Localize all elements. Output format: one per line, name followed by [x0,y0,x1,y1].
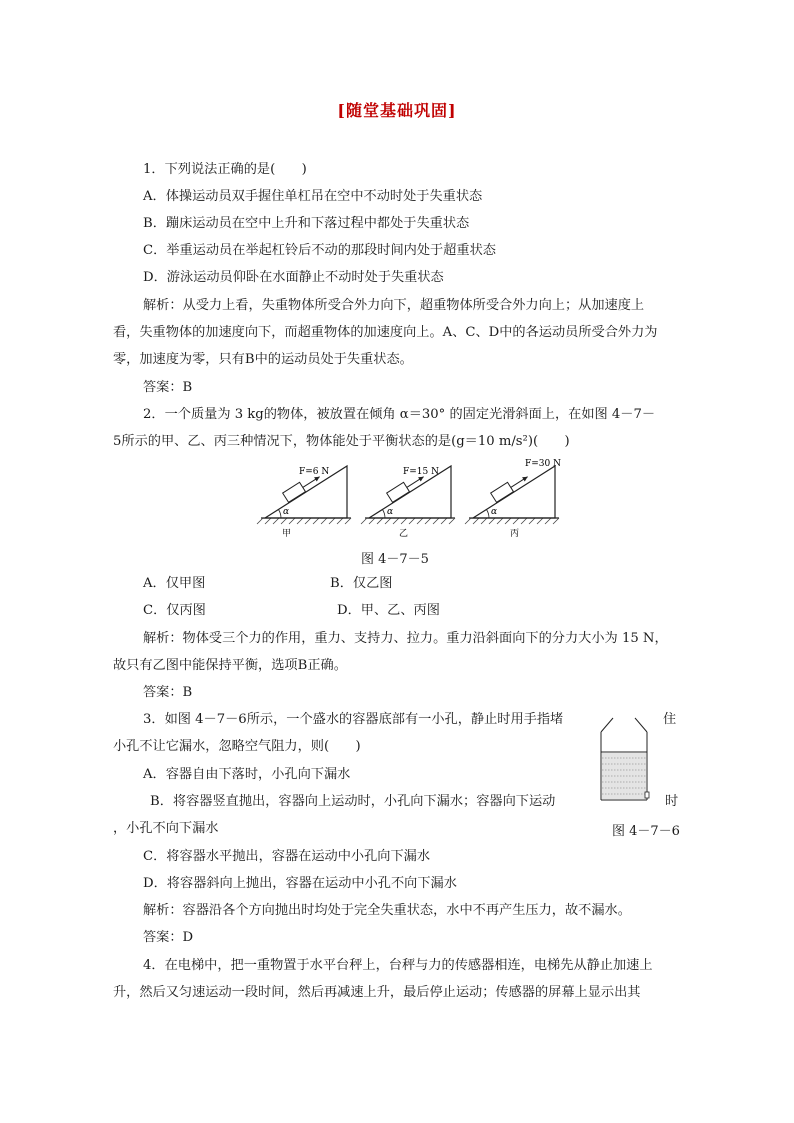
q3-option-b: B．将容器竖直抛出，容器向上运动时，小孔向下漏水；容器向下运动 [150,794,556,809]
q3-option-d: D．将容器斜向上抛出，容器在运动中小孔不向下漏水 [143,876,457,891]
q3-stem-line-2: 小孔不让它漏水，忽略空气阻力，则( ) [113,739,361,754]
container-figure [597,716,653,804]
q3-option-c: C．将容器水平抛出，容器在运动中小孔向下漏水 [143,849,431,864]
svg-text:F=30 N: F=30 N [525,459,561,469]
q3-stem-line-1-end: 住 [663,712,677,727]
section-title: [随堂基础巩固] [337,101,457,120]
svg-text:F=15 N: F=15 N [403,467,439,477]
incline-panel-yi [361,466,455,539]
q1-answer: 答案：B [143,380,193,395]
q1-analysis-line-1: 解析：从受力上看，失重物体所受合外力向下，超重物体所受合外力向上；从加速度上 [143,298,645,313]
q2-option-c: C．仅丙图 [143,603,206,618]
q1-option-b: B．蹦床运动员在空中上升和下落过程中都处于失重状态 [143,216,470,231]
q1-option-d: D．游泳运动员仰卧在水面静止不动时处于失重状态 [143,270,444,285]
q1-analysis-line-2: 看，失重物体的加速度向下，而超重物体的加速度向上。A、C、D中的各运动员所受合外力为 [113,325,658,340]
q4-line-1: 4．在电梯中，把一重物置于水平台秤上，台秤与力的传感器相连，电梯先从静止加速上 [143,958,653,973]
q3-answer: 答案：D [143,930,194,945]
svg-text:α: α [283,507,290,517]
svg-text:F=6 N: F=6 N [299,467,330,477]
q1-option-a: A．体操运动员双手握住单杠吊在空中不动时处于失重状态 [143,189,483,204]
q4-line-2: 升，然后又匀速运动一段时间，然后再减速上升，最后停止运动；传感器的屏幕上显示出其 [113,985,641,1000]
q1-stem: 1．下列说法正确的是( ) [143,162,307,177]
q2-answer: 答案：B [143,685,193,700]
q2-analysis-line-1: 解析：物体受三个力的作用，重力、支持力、拉力。重力沿斜面向下的分力大小为 15 N， [143,631,668,646]
svg-text:α: α [491,507,498,517]
q2-option-d: D．甲、乙、丙图 [337,603,440,618]
q2-option-b: B．仅乙图 [330,576,393,591]
q3-figure-caption: 图 4－7－6 [612,824,680,839]
q3-stem-line-1: 3．如图 4－7－6所示，一个盛水的容器底部有一小孔，静止时用手指堵 [143,712,564,727]
incline-panel-bing [465,459,561,539]
q3-option-b-end: 时 [665,794,679,809]
svg-text:甲: 甲 [282,529,292,539]
incline-panel-jia [257,466,351,539]
svg-text:α: α [387,507,394,517]
q1-analysis-line-3: 零，加速度为零，只有B中的运动员处于失重状态。 [113,352,413,367]
q2-figure-caption: 图 4－7－5 [361,552,429,567]
q2-stem-line-1: 2．一个质量为 3 kg的物体，被放置在倾角 α＝30° 的固定光滑斜面上，在如图 4－7－ [143,407,656,422]
svg-text:乙: 乙 [399,529,409,539]
q2-analysis-line-2: 故只有乙图中能保持平衡，选项B正确。 [113,658,347,673]
q2-option-a: A．仅甲图 [143,576,206,591]
q2-stem-line-2: 5所示的甲、乙、丙三种情况下，物体能处于平衡状态的是(g＝10 m/s²)( ) [113,434,570,449]
svg-text:丙: 丙 [510,529,520,539]
q1-option-c: C．举重运动员在举起杠铃后不动的那段时间内处于超重状态 [143,243,496,258]
q3-option-a: A．容器自由下落时，小孔向下漏水 [143,767,351,782]
q3-option-b-continued: ，小孔不向下漏水 [113,821,219,836]
incline-figure [255,456,575,542]
q3-analysis: 解析：容器沿各个方向抛出时均处于完全失重状态，水中不再产生压力，故不漏水。 [143,903,631,918]
